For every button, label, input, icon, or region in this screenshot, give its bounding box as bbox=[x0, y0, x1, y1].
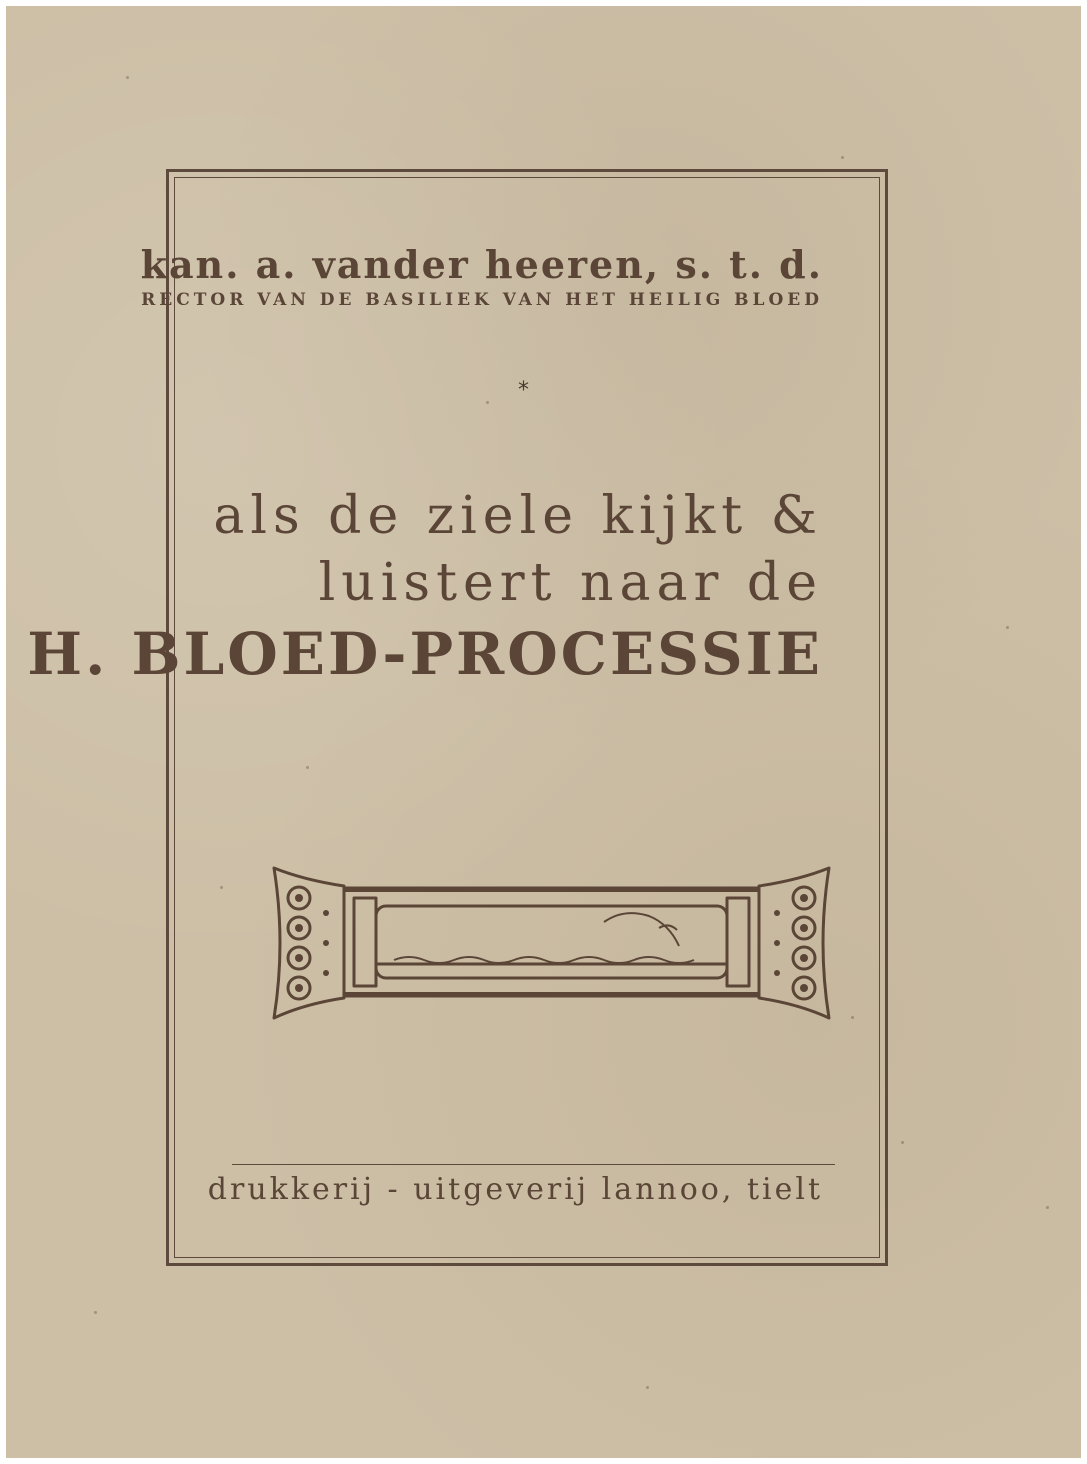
paper-speck bbox=[1006, 626, 1009, 629]
paper-speck bbox=[901, 1141, 904, 1144]
reliquary-illustration bbox=[264, 858, 839, 1028]
author-role: RECTOR VAN DE BASILIEK VAN HET HEILIG BLOED bbox=[141, 290, 823, 310]
publisher-rule bbox=[232, 1164, 835, 1165]
title-line-1: als de ziele kijkt & bbox=[213, 486, 823, 546]
inner-border-frame bbox=[174, 177, 880, 1258]
paper-speck bbox=[841, 156, 844, 159]
author-name: kan. a. vander heeren, s. t. d. bbox=[140, 242, 823, 287]
star-ornament: * bbox=[518, 378, 529, 403]
paper-speck bbox=[1046, 1206, 1049, 1209]
paper-speck bbox=[94, 1311, 97, 1314]
publisher: drukkerij - uitgeverij lannoo, tielt bbox=[207, 1172, 823, 1207]
title-line-3: H. BLOED-PROCESSIE bbox=[27, 620, 823, 688]
paper-speck bbox=[126, 76, 129, 79]
book-cover bbox=[6, 6, 1081, 1458]
title-line-2: luistert naar de bbox=[318, 553, 823, 613]
paper-speck bbox=[646, 1386, 649, 1389]
